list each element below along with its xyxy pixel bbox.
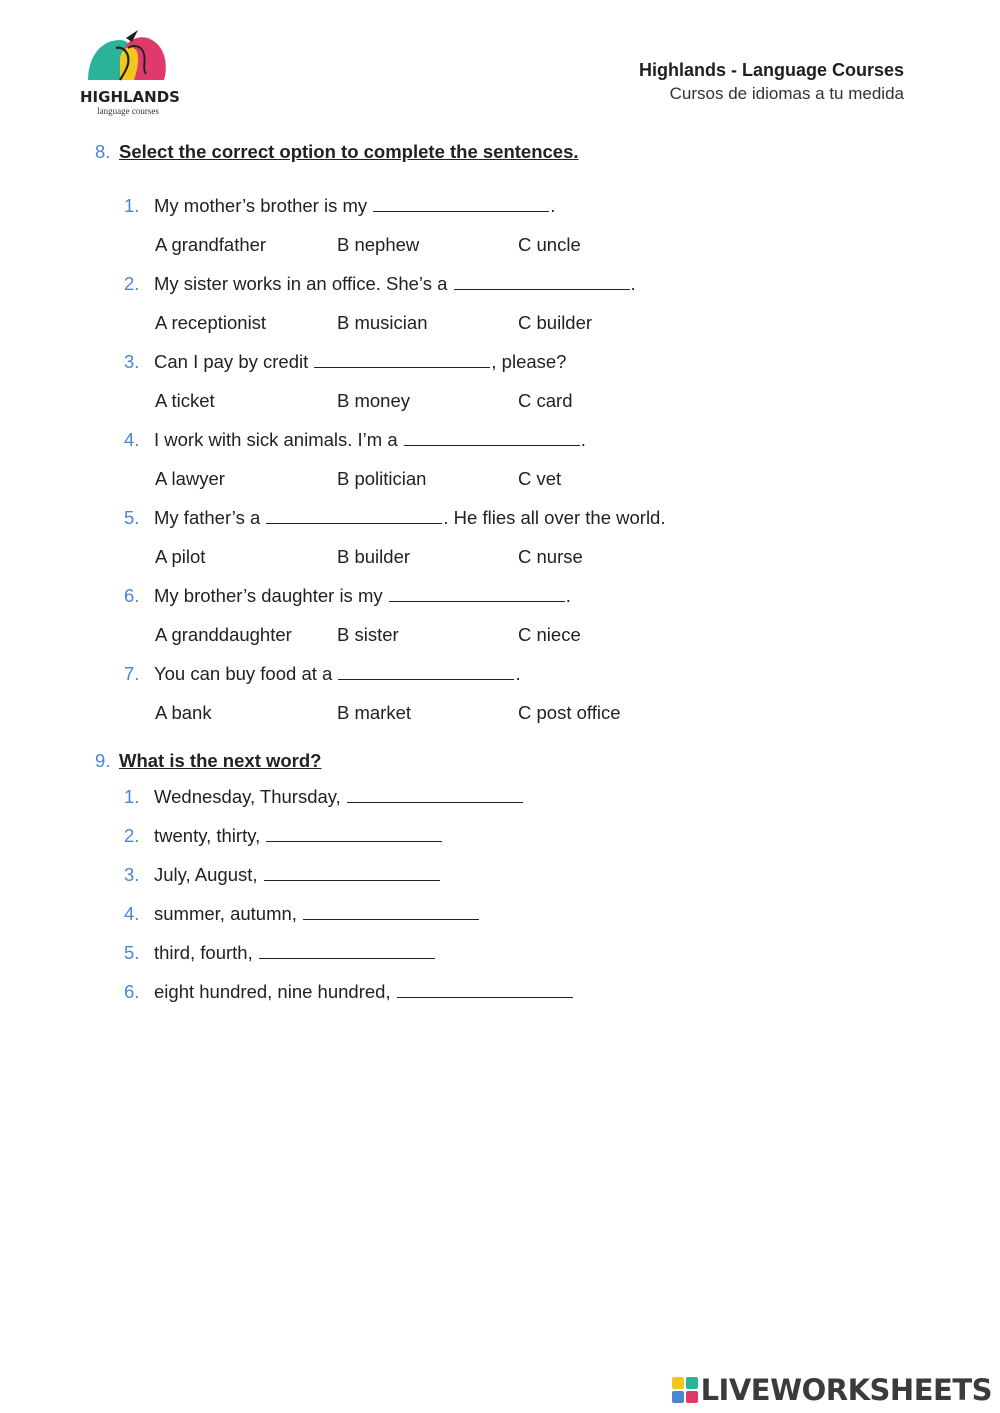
question-sentence [154,351,566,373]
item-number: 5. [124,942,140,963]
option-a[interactable]: A lawyer [155,468,225,489]
item-number: 6. [124,981,140,1002]
question-number: 5. [124,507,140,528]
brand-subtitle: Cursos de idiomas a tu medida [669,84,904,103]
answer-blank[interactable] [303,905,479,920]
sentence-start: My brother’s daughter is my [154,585,383,606]
section-8-heading [95,141,579,163]
question-sentence [154,585,571,607]
option-b[interactable]: B musician [337,312,428,333]
option-c[interactable]: C nurse [518,546,583,567]
sequence-prompt [154,864,441,886]
sentence-start: My mother’s brother is my [154,195,368,216]
answer-blank[interactable] [266,509,442,524]
option-a[interactable]: A bank [155,702,212,723]
question-number: 7. [124,663,140,684]
answer-blank[interactable] [338,665,514,680]
question-sentence [154,663,521,685]
option-c[interactable]: C builder [518,312,593,333]
sequence-text: summer, autumn, [154,903,297,924]
sequence-prompt [154,825,443,847]
logo-title: HIGHLANDS [80,88,180,106]
option-c[interactable]: C post office [518,702,621,723]
option-b[interactable]: B money [337,390,411,411]
sentence-end: . [565,585,571,606]
brand-header [639,60,904,104]
sequence-prompt [154,786,524,808]
sentence-end: . [550,195,556,216]
answer-blank[interactable] [259,944,435,959]
option-c[interactable]: C vet [518,468,562,489]
question-sentence [154,195,555,217]
sequence-prompt [154,942,436,964]
sentence-end: . [630,273,636,294]
option-a[interactable]: A pilot [155,546,206,567]
option-b[interactable]: B builder [337,546,411,567]
sequence-text: third, fourth, [154,942,253,963]
question-sentence [154,429,586,451]
sequence-text: eight hundred, nine hundred, [154,981,391,1002]
sentence-start: You can buy food at a [154,663,333,684]
option-a[interactable]: A grandfather [155,234,267,255]
item-number: 1. [124,786,140,807]
answer-blank[interactable] [373,197,549,212]
option-c[interactable]: C niece [518,624,581,645]
option-b[interactable]: B politician [337,468,427,489]
option-b[interactable]: B nephew [337,234,420,255]
answer-blank[interactable] [404,431,580,446]
option-b[interactable]: B sister [337,624,399,645]
answer-blank[interactable] [264,866,440,881]
item-number: 2. [124,825,140,846]
item-number: 4. [124,903,140,924]
option-c[interactable]: C card [518,390,573,411]
sentence-end: . [580,429,586,450]
section-9-heading [95,750,321,772]
liveworksheets-logo-icon [672,1377,698,1403]
section-number: 9. [95,750,111,771]
question-sentence [154,507,665,529]
sequence-prompt [154,903,480,925]
question-number: 4. [124,429,140,450]
answer-blank[interactable] [454,275,630,290]
answer-blank[interactable] [314,353,490,368]
option-a[interactable]: A receptionist [155,312,267,333]
sequence-prompt [154,981,574,1003]
option-c[interactable]: C uncle [518,234,581,255]
liveworksheets-footer [672,1373,992,1407]
question-number: 6. [124,585,140,606]
answer-blank[interactable] [389,587,565,602]
sentence-start: My sister works in an office. She’s a [154,273,448,294]
option-a[interactable]: A granddaughter [155,624,292,645]
sentence-end: , please? [491,351,567,372]
option-a[interactable]: A ticket [155,390,215,411]
sequence-text: twenty, thirty, [154,825,261,846]
logo-subtitle: language courses [97,106,159,116]
highlands-emblem-icon [86,28,172,88]
question-number: 2. [124,273,140,294]
sentence-end: . [515,663,521,684]
answer-blank[interactable] [397,983,573,998]
sequence-text: July, August, [154,864,258,885]
brand-title: Highlands - Language Courses [638,60,904,80]
option-b[interactable]: B market [337,702,412,723]
answer-blank[interactable] [266,827,442,842]
sentence-start: My father’s a [154,507,261,528]
sentence-end: . He flies all over the world. [443,507,666,528]
section-title: Select the correct option to complete the sentences. [119,141,579,162]
question-number: 3. [124,351,140,372]
section-title: What is the next word? [119,750,322,771]
question-number: 1. [124,195,140,216]
answer-blank[interactable] [347,788,523,803]
section-number: 8. [95,141,111,162]
highlands-logo [80,28,180,118]
question-sentence [154,273,636,295]
sentence-start: I work with sick animals. I’m a [154,429,398,450]
sentence-start: Can I pay by credit [154,351,309,372]
footer-brand: LIVEWORKSHEETS [700,1373,992,1407]
item-number: 3. [124,864,140,885]
sequence-text: Wednesday, Thursday, [154,786,341,807]
